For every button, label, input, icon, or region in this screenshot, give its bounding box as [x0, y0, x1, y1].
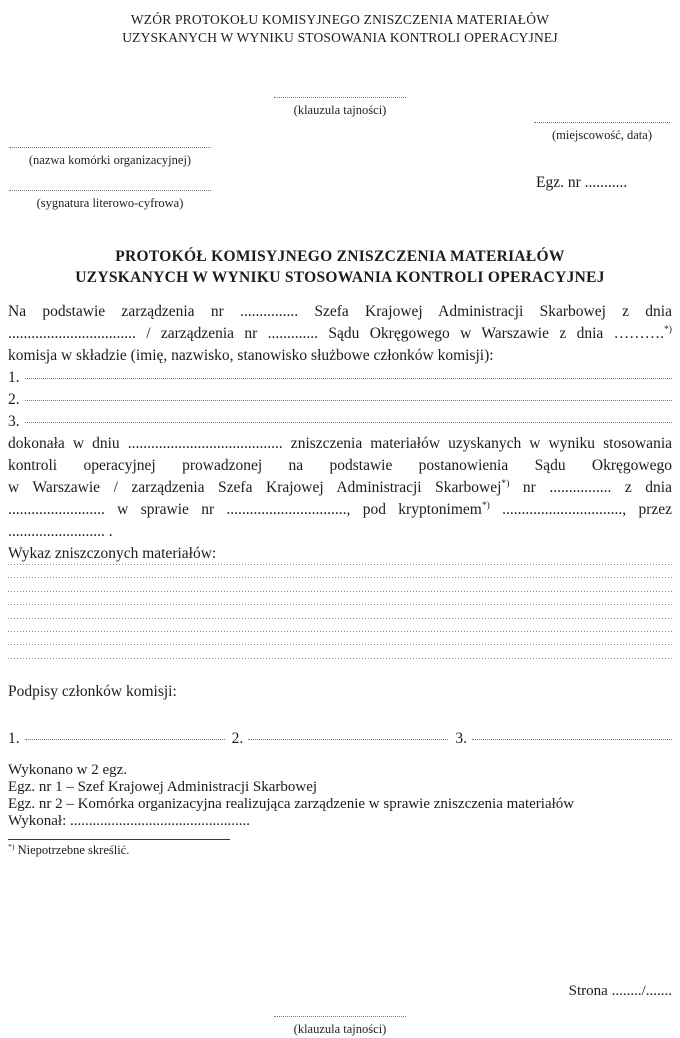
place-date-label: (miejscowość, data) — [552, 128, 652, 142]
member-row-number: 2. — [8, 391, 20, 408]
signature-slot-number: 3. — [455, 730, 467, 748]
signature-code-dotted-line — [9, 182, 211, 191]
signature-slot-number: 1. — [8, 730, 20, 748]
destroyed-list-heading: Wykaz zniszczonych materiałów: — [8, 545, 217, 562]
paragraph-destruction-line3: w Warszawie / zarządzenia Szefa Krajowej Administracji Skarbowej*) nr ................ z dnia — [8, 477, 672, 496]
org-unit-dotted-line — [9, 139, 211, 148]
signature-code-label: (sygnatura literowo-cyfrowa) — [36, 196, 184, 210]
org-unit-block — [8, 135, 212, 168]
classification-bottom-block — [0, 1004, 680, 1037]
dotted-blank-line — [8, 591, 672, 604]
classification-bottom-dotted-line — [274, 1008, 406, 1017]
member-row — [8, 367, 672, 389]
member-row-number: 1. — [8, 369, 20, 386]
place-date-block — [532, 110, 672, 143]
signatures-row — [8, 728, 672, 750]
distribution-block — [8, 762, 672, 830]
made-by-line: Wykonał: ................................................ — [8, 813, 250, 830]
specimen-title — [0, 0, 680, 47]
dotted-blank-line — [8, 658, 672, 671]
paragraph-basis-line1: Na podstawie zarządzenia nr ............... Szefa Krajowej Administracji Skarbowej z dnia — [8, 303, 672, 320]
member-row — [8, 389, 672, 411]
paragraph-destruction — [8, 433, 672, 543]
commission-members-list — [8, 367, 672, 433]
signature-dotted-line — [248, 739, 448, 740]
paragraph-destruction-line1: dokonała w dniu ........................................ zniszczenia materiałów uzyskanych w wyniku stosowania — [8, 435, 672, 452]
signatures-heading: Podpisy członków komisji: — [8, 683, 177, 701]
signature-code-block — [8, 178, 212, 211]
org-unit-label: (nazwa komórki organizacyjnej) — [28, 153, 192, 167]
member-row-dotted-line — [25, 400, 672, 401]
dotted-blank-line — [8, 577, 672, 590]
copy2-recipient-line: Egz. nr 2 – Komórka organizacyjna realizująca zarządzenie w sprawie zniszczenia materiałów — [8, 796, 575, 813]
dotted-blank-line — [8, 631, 672, 644]
dotted-blank-line — [8, 564, 672, 577]
paragraph-basis-line2: ................................. / zarządzenia nr ............. Sądu Okręgowego w Warszawie z dnia ……….*) — [8, 323, 672, 342]
paragraph-basis — [8, 301, 672, 367]
member-row-dotted-line — [25, 422, 672, 423]
paragraph-destruction-line5: ......................... . — [8, 523, 113, 540]
dotted-blank-line — [8, 618, 672, 631]
member-row-number: 3. — [8, 413, 20, 430]
destroyed-list-blank-area — [8, 564, 672, 671]
paragraph-basis-line3: komisja w składzie (imię, nazwisko, stanowisko służbowe członków komisji): — [8, 347, 494, 364]
place-date-dotted-line — [534, 114, 670, 123]
member-row-dotted-line — [25, 378, 672, 379]
signature-slot — [232, 728, 449, 750]
classification-top-label: (klauzula tajności) — [293, 103, 387, 117]
signature-dotted-line — [25, 739, 225, 740]
specimen-title-line1: WZÓR PROTOKOŁU KOMISYJNEGO ZNISZCZENIA MATERIAŁÓW — [130, 12, 550, 27]
signature-slot-number: 2. — [231, 730, 244, 748]
paragraph-destruction-line2: kontroli operacyjnej prowadzonej na podstawie postanowienia Sądu Okręgowego — [8, 457, 672, 474]
specimen-title-line2: UZYSKANYCH W WYNIKU STOSOWANIA KONTROLI OPERACYJNEJ — [122, 30, 558, 45]
signature-slot — [455, 728, 672, 750]
copy-number: Egz. nr ........... — [536, 174, 628, 191]
copies-made-line: Wykonano w 2 egz. — [8, 762, 128, 779]
page-number: Strona ......../....... — [568, 983, 672, 999]
classification-bottom-label: (klauzula tajności) — [293, 1022, 387, 1036]
signature-slot — [8, 728, 225, 750]
copy1-recipient-line: Egz. nr 1 – Szef Krajowej Administracji Skarbowej — [8, 779, 318, 796]
signature-dotted-line — [472, 739, 672, 740]
protocol-title — [8, 246, 672, 288]
classification-top-dotted-line — [274, 89, 406, 98]
paragraph-destruction-line4: ......................... w sprawie nr ..............................., pod kryptonimem*) ..............................., przez — [8, 499, 672, 518]
protocol-title-line2: UZYSKANYCH W WYNIKU STOSOWANIA KONTROLI OPERACYJNEJ — [75, 269, 605, 286]
member-row — [8, 411, 672, 433]
dotted-blank-line — [8, 644, 672, 657]
footnote-separator — [8, 839, 230, 840]
protocol-title-line1: PROTOKÓŁ KOMISYJNEGO ZNISZCZENIA MATERIAŁÓW — [115, 248, 565, 265]
footnote-text: *) Niepotrzebne skreślić. — [8, 841, 130, 858]
dotted-blank-line — [8, 604, 672, 617]
